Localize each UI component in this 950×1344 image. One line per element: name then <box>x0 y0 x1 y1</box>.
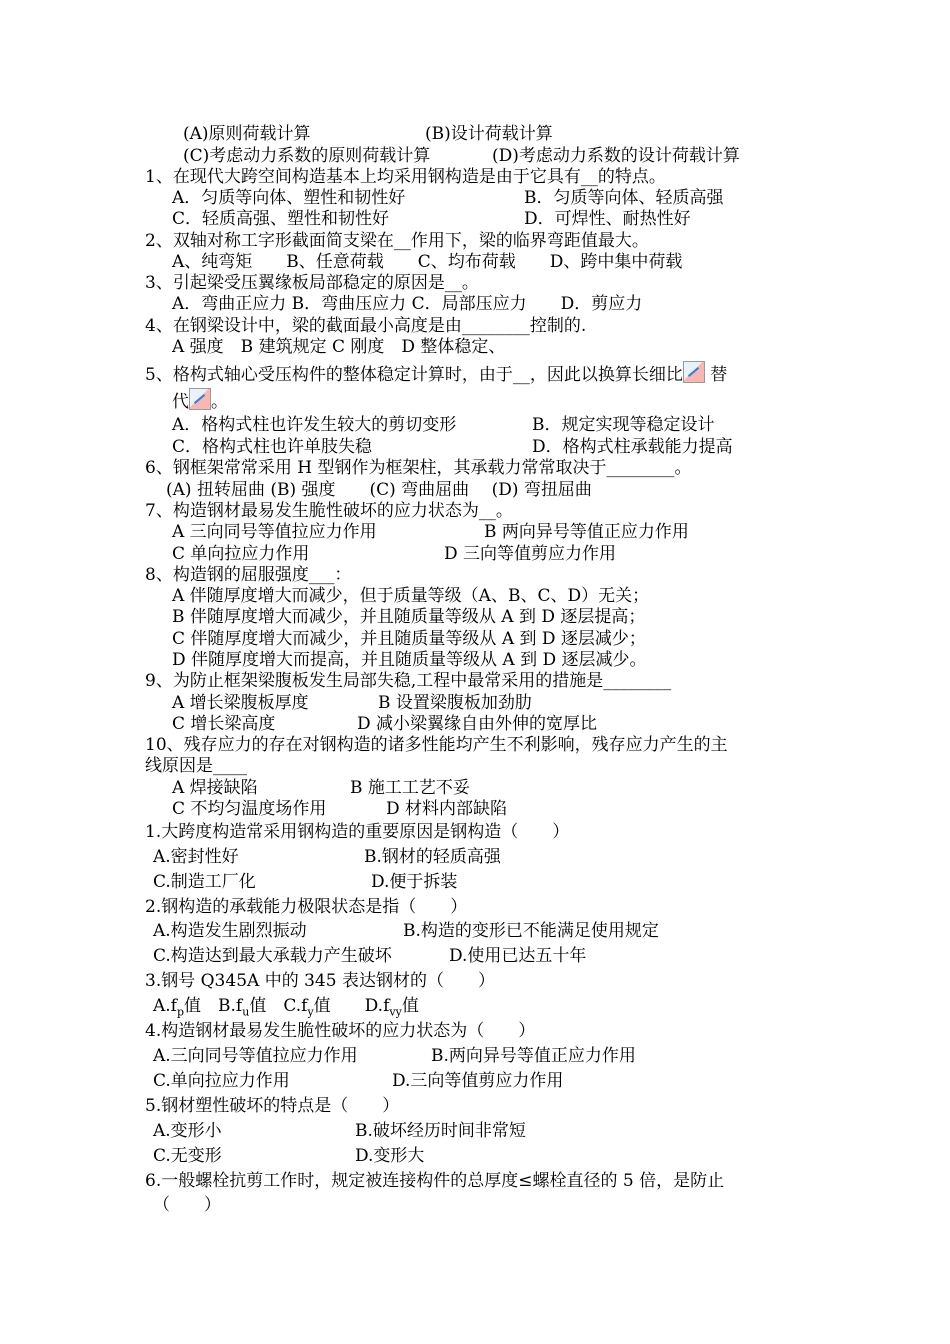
option-line: B 伴随厚度增大而减少，并且随质量等级从 A 到 D 逐层提高； <box>172 607 646 627</box>
question-line: 2.钢构造的承载能力极限状态是指（ ） <box>145 897 468 917</box>
option-line: C 增长梁高度 <box>172 714 276 734</box>
option-line: D．格构式柱承载能力提高 <box>532 437 733 457</box>
question-line: 1、在现代大跨空间构造基本上均采用钢构造是由于它具有__的特点。 <box>145 167 666 187</box>
option-line: D 材料内部缺陷 <box>386 799 508 819</box>
option-line: B.构造的变形已不能满足使用规定 <box>403 921 659 941</box>
option-line: (B)设计荷载计算 <box>425 124 553 144</box>
option-line: C.构造达到最大承载力产生破坏 <box>153 946 392 966</box>
option-line: C.无变形 <box>153 1146 222 1166</box>
option-line: A．格构式柱也许发生较大的剪切变形 <box>172 415 457 435</box>
option-line: (C)考虑动力系数的原则荷载计算 <box>183 146 431 166</box>
option-line: $A.f_p$值 $B.f_u$值 $C.f_y$值 $D.f_{vy}$值 <box>153 996 419 1019</box>
option-line: A.变形小 <box>153 1121 222 1141</box>
option-line: D 减小梁翼缘自由外伸的宽厚比 <box>357 714 598 734</box>
question-line: 3、引起梁受压翼缘板局部稳定的原因是__。 <box>145 273 479 293</box>
question-line: 8、构造钢的屈服强度___： <box>145 565 352 585</box>
option-line: A．弯曲正应力 B．弯曲压应力 C．局部压应力 D．剪应力 <box>172 294 643 314</box>
option-line: A 焊接缺陷 <box>172 778 258 798</box>
option-line: (D)考虑动力系数的设计荷载计算 <box>492 146 740 166</box>
option-line: B.钢材的轻质高强 <box>364 847 501 867</box>
option-line: B.破坏经历时间非常短 <box>355 1121 526 1141</box>
question-line: 5.钢材塑性破坏的特点是（ ） <box>145 1096 400 1116</box>
option-line: C 单向拉应力作用 <box>172 544 310 564</box>
question-line: 10、残存应力的存在对钢构造的诸多性能均产生不利影响，残存应力产生的主 <box>145 735 728 755</box>
option-line: C 不均匀温度场作用 <box>172 799 327 819</box>
question-line: 6、钢框架常常采用 H 型钢作为框架柱，其承载力常常取决于________。 <box>145 458 692 478</box>
option-line: D.使用已达五十年 <box>449 946 587 966</box>
question-line: 4.构造钢材最易发生脆性破坏的应力状态为（ ） <box>145 1021 536 1041</box>
option-line: D 伴随厚度增大而提高，并且随质量等级从 A 到 D 逐层减少。 <box>172 650 647 670</box>
option-line: C．格构式柱也许单肢失稳 <box>172 437 373 457</box>
option-line: A 三向同号等值拉应力作用 <box>172 522 377 542</box>
option-line: C 伴随厚度增大而减少，并且随质量等级从 A 到 D 逐层减少； <box>172 629 646 649</box>
option-line: A．匀质等向体、塑性和韧性好 <box>172 188 406 208</box>
question-line: 2、双轴对称工字形截面简支梁在__作用下，梁的临界弯距值最大。 <box>145 231 649 251</box>
option-line: B．匀质等向体、轻质高强 <box>524 188 724 208</box>
question-line: 代 。 <box>172 388 228 413</box>
option-line: A、纯弯矩 B、任意荷载 C、均布荷载 D、跨中集中荷载 <box>172 252 683 272</box>
option-line: A 伴随厚度增大而减少，但于质量等级（A、B、C、D）无关； <box>172 586 650 606</box>
question-line: （ ） <box>153 1195 221 1215</box>
option-line: D.三向等值剪应力作用 <box>392 1071 564 1091</box>
option-line: (A) 扭转屈曲 (B) 强度 (C) 弯曲屈曲 (D) 弯扭屈曲 <box>166 480 592 500</box>
question-line: 1.大跨度构造常采用钢构造的重要原因是钢构造（ ） <box>145 822 570 842</box>
lambda-symbol-icon <box>683 361 705 383</box>
question-line: 5、格构式轴心受压构件的整体稳定计算时，由于__，因此以换算长细比 替 <box>145 361 727 386</box>
question-line: 3.钢号 Q345A 中的 345 表达钢材的（ ） <box>145 971 495 991</box>
question-line: 4、在钢梁设计中，梁的截面最小高度是由________控制的. <box>145 316 587 336</box>
option-line: D．可焊性、耐热性好 <box>524 209 691 229</box>
question-line: 9、为防止框架梁腹板发生局部失稳,工程中最常采用的措施是________ <box>145 671 672 691</box>
option-line: D.便于拆装 <box>371 872 458 892</box>
option-line: B.两向异号等值正应力作用 <box>431 1046 636 1066</box>
question-line: 6.一般螺栓抗剪工作时，规定被连接构件的总厚度≤螺栓直径的 5 倍，是防止 <box>145 1171 725 1191</box>
option-line: D.变形大 <box>355 1146 425 1166</box>
option-line: B．规定实现等稳定设计 <box>532 415 715 435</box>
question-line: 7、构造钢材最易发生脆性破坏的应力状态为__。 <box>145 501 513 521</box>
option-line: B 施工工艺不妥 <box>350 778 470 798</box>
option-line: A 增长梁腹板厚度 <box>172 693 309 713</box>
lambda-symbol-icon <box>189 388 211 410</box>
option-line: B 设置梁腹板加劲肋 <box>378 693 532 713</box>
option-line: D 三向等值剪应力作用 <box>444 544 617 564</box>
option-line: A 强度 B 建筑规定 C 刚度 D 整体稳定、 <box>172 337 506 357</box>
option-line: (A)原则荷载计算 <box>183 124 311 144</box>
option-line: C．轻质高强、塑性和韧性好 <box>172 209 390 229</box>
option-line: A.三向同号等值拉应力作用 <box>153 1046 358 1066</box>
option-line: A.密封性好 <box>153 847 239 867</box>
question-line: 线原因是____ <box>145 756 247 776</box>
option-line: B 两向异号等值正应力作用 <box>484 522 689 542</box>
option-line: A.构造发生剧烈振动 <box>153 921 307 941</box>
option-line: C.单向拉应力作用 <box>153 1071 290 1091</box>
option-line: C.制造工厂化 <box>153 872 256 892</box>
